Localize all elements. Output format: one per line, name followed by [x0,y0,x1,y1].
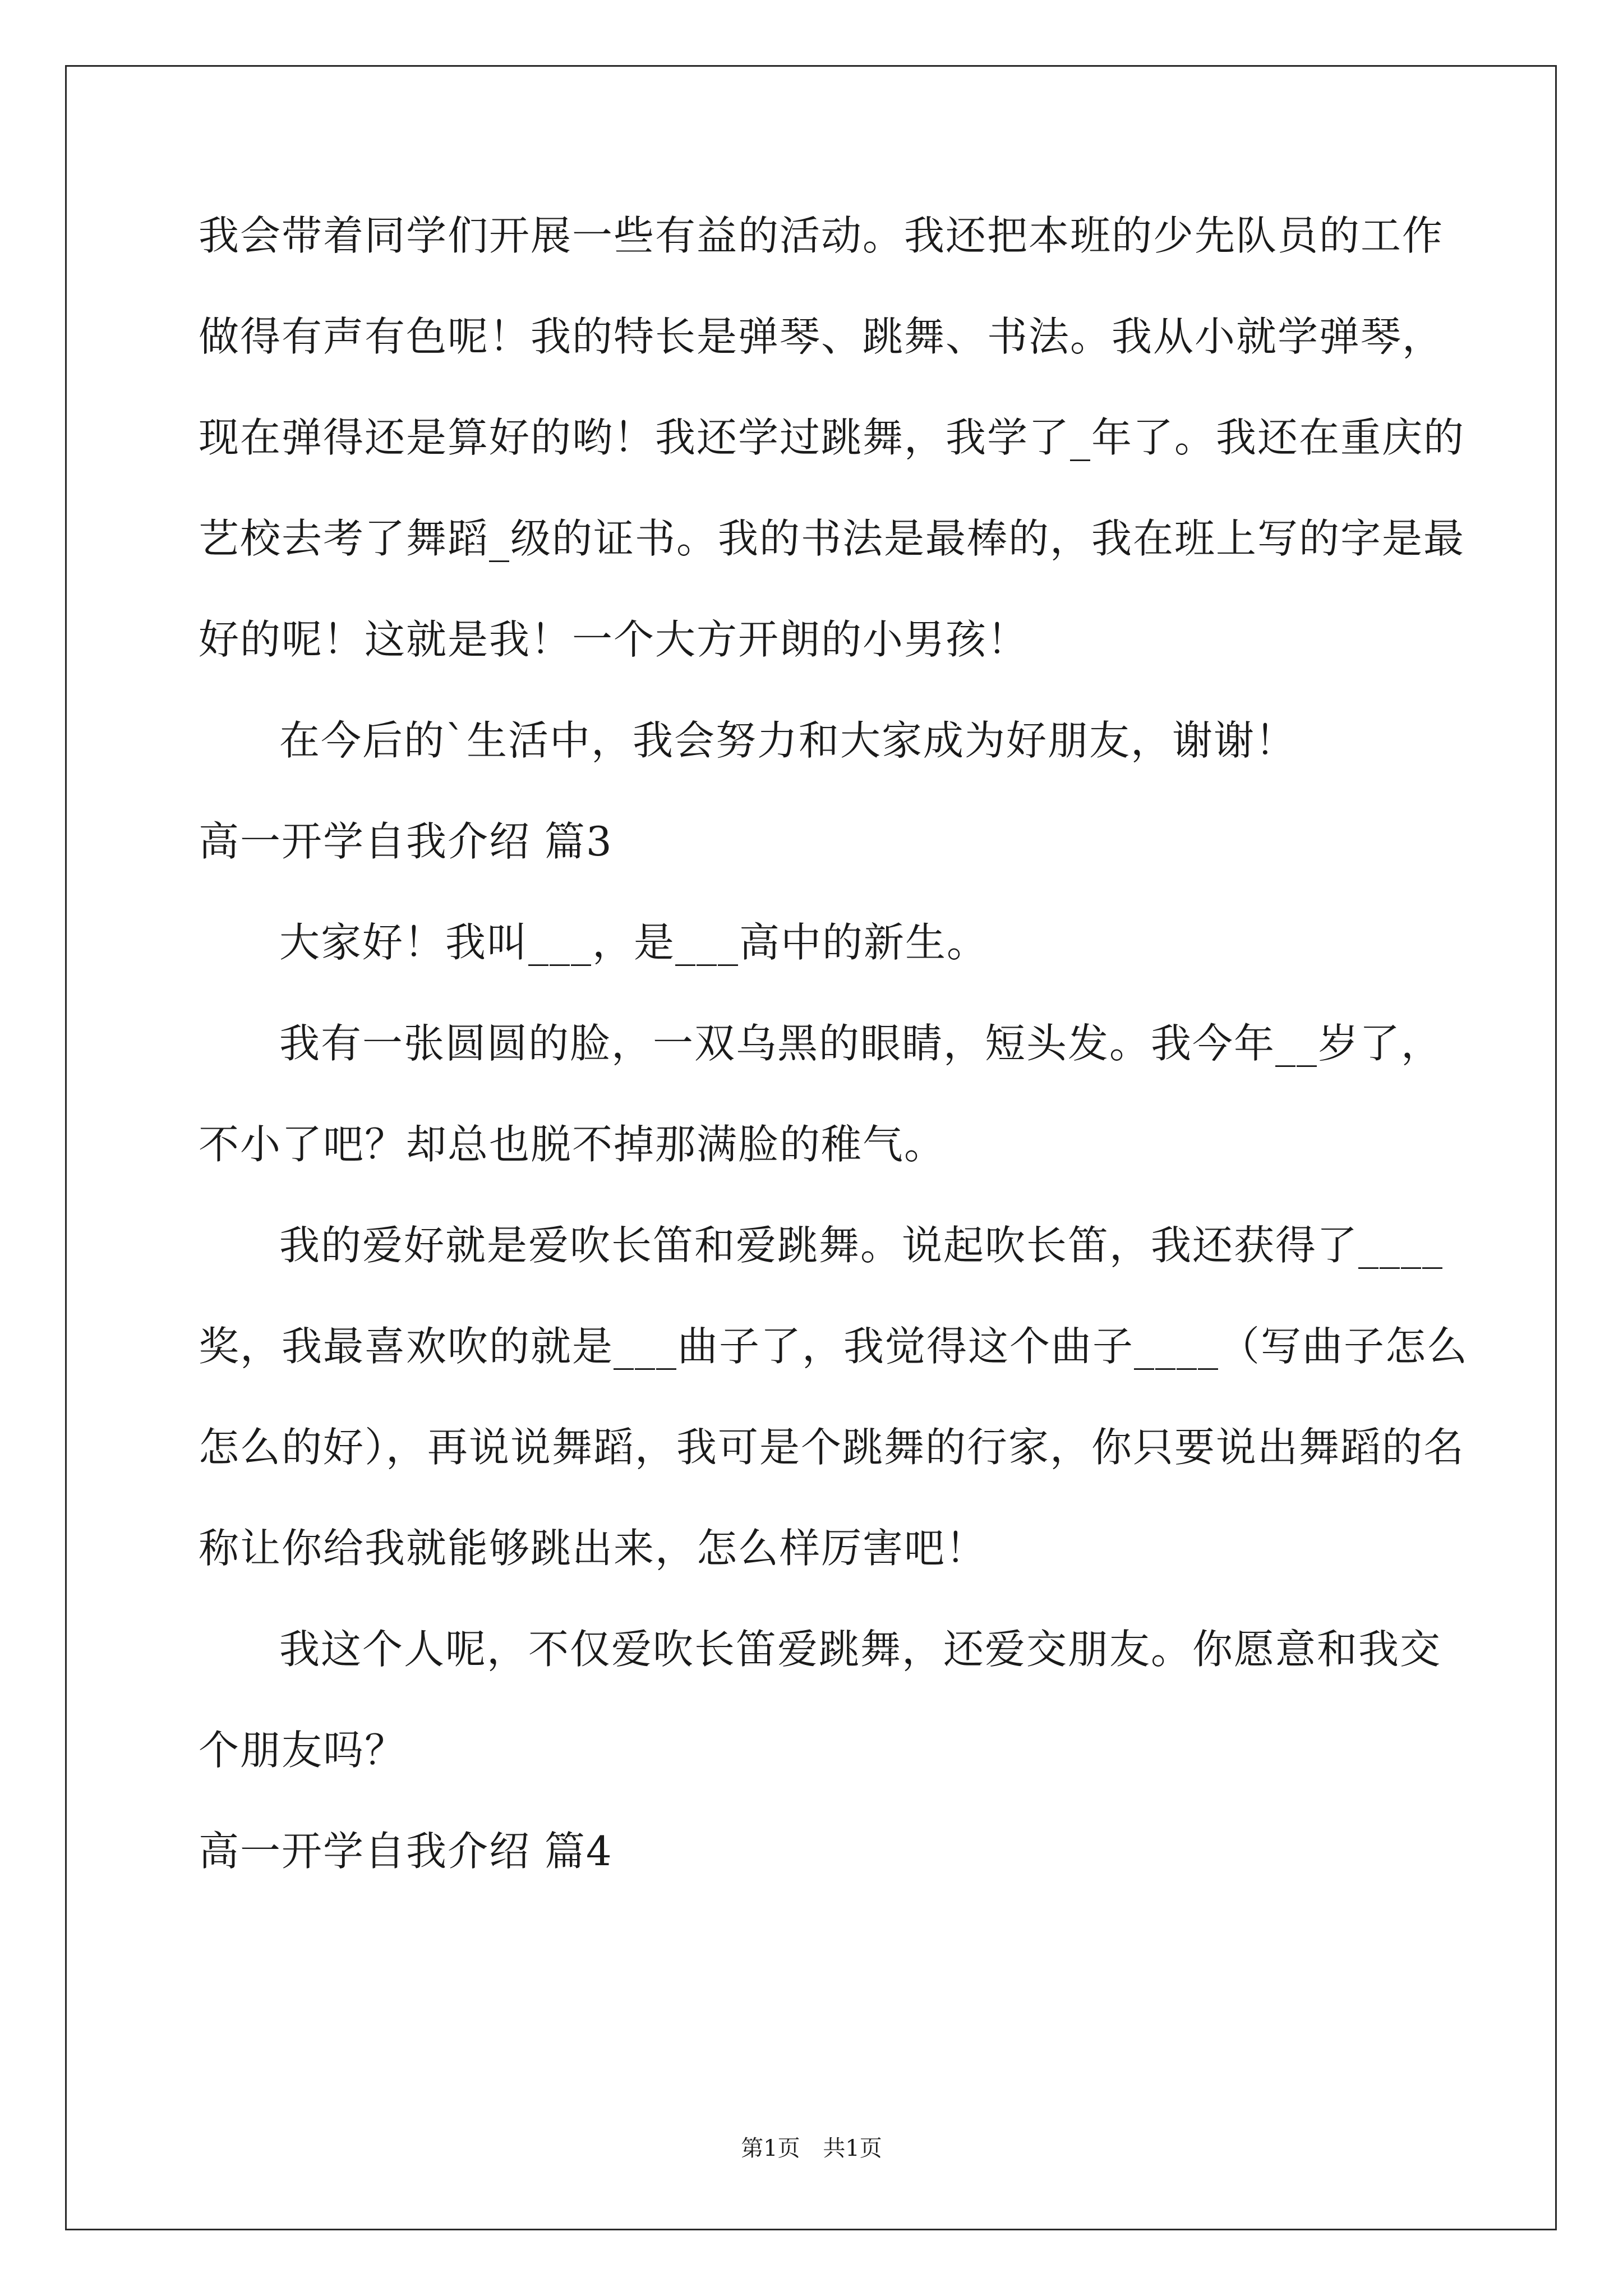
paragraph-line: 现在弹得还是算好的哟！我还学过跳舞，我学了_年了。我还在重庆的 [199,414,1465,461]
paragraph-line: 不小了吧？却总也脱不掉那满脸的稚气。 [199,1121,946,1168]
paragraph-line: 做得有声有色呢！我的特长是弹琴、跳舞、书法。我从小就学弹琴， [199,313,1444,360]
paragraph-line: 我会带着同学们开展一些有益的活动。我还把本班的少先队员的工作 [199,212,1444,259]
paragraph-line: 我这个人呢，不仅爱吹长笛爱跳舞，还爱交朋友。你愿意和我交 [279,1626,1442,1673]
paragraph-line: 在今后的`生活中，我会努力和大家成为好朋友，谢谢！ [279,717,1297,764]
page-number-current: 第1页 [741,2136,800,2161]
paragraph-line: 我有一张圆圆的脸，一双乌黑的眼睛，短头发。我今年__岁了， [279,1020,1443,1067]
page-footer [0,2132,1623,2165]
paragraph-line: 我的爱好就是爱吹长笛和爱跳舞。说起吹长笛，我还获得了____ [279,1222,1444,1269]
paragraph-line: 个朋友吗？ [199,1727,407,1774]
paragraph-line: 怎么的好），再说说舞蹈，我可是个跳舞的行家，你只要说出舞蹈的名 [199,1424,1465,1471]
section-heading: 高一开学自我介绍 篇4 [199,1828,613,1875]
paragraph-line: 艺校去考了舞蹈_级的证书。我的书法是最棒的，我在班上写的字是最 [199,515,1465,562]
paragraph-line: 大家好！我叫___，是___高中的新生。 [279,919,989,966]
paragraph-line: 好的呢！这就是我！一个大方开朗的小男孩！ [199,616,1029,663]
section-heading: 高一开学自我介绍 篇3 [199,818,613,865]
paragraph-line: 奖，我最喜欢吹的就是___曲子了，我觉得这个曲子____（写曲子怎么 [199,1323,1469,1370]
page-number-total: 共1页 [823,2136,882,2161]
paragraph-line: 称让你给我就能够跳出来，怎么样厉害吧！ [199,1525,988,1572]
